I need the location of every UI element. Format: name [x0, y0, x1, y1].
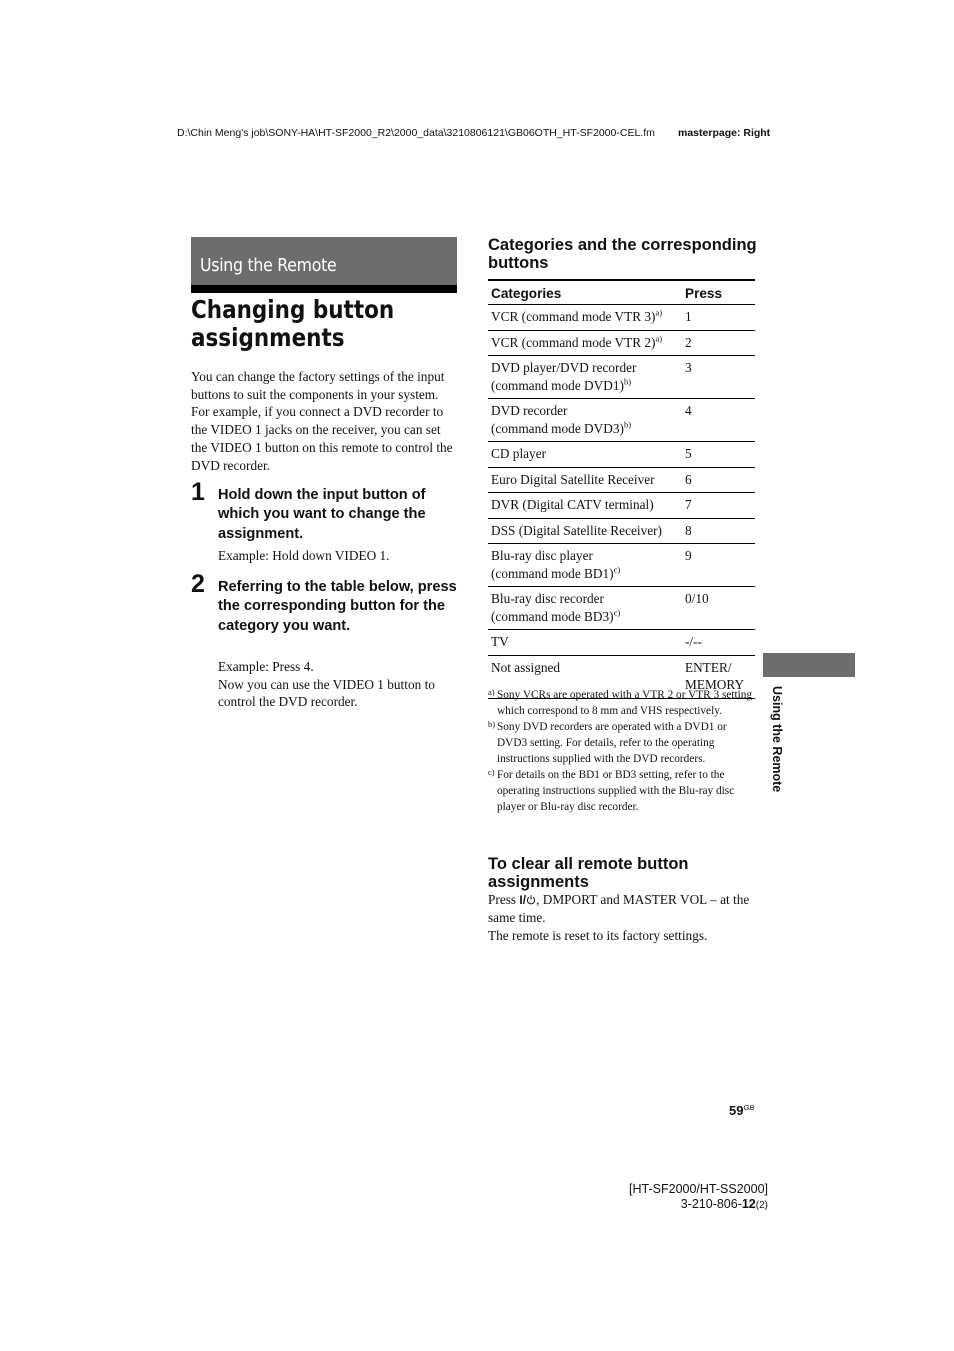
- step-2-example: Example: Press 4.: [218, 659, 314, 674]
- clear-result: The remote is reset to its factory settings.: [488, 928, 708, 943]
- press-cell: [682, 630, 755, 656]
- category-line: VCR (command mode VTR 3)$^{a)}$: [491, 307, 663, 324]
- category-line: Blu-ray disc recorder: [491, 591, 604, 606]
- press-line: 0/10: [685, 591, 709, 606]
- press-cell: [682, 356, 755, 399]
- table-row: [488, 399, 755, 442]
- category-cell: [488, 442, 682, 468]
- table-row: [488, 544, 755, 587]
- page-title: Changing button assignments: [191, 295, 395, 352]
- category-cell: [488, 356, 682, 399]
- press-line: -/--: [685, 634, 702, 649]
- footnote-ref: b): [623, 419, 632, 430]
- press-cell: [682, 587, 755, 630]
- step-2-body: [218, 658, 458, 711]
- step-1-number: 1: [191, 478, 205, 506]
- press-line: MEMORY: [685, 677, 745, 692]
- press-line: 4: [685, 403, 692, 418]
- file-path-header: D:\Chin Meng's job\SONY-HA\HT-SF2000_R2\2000_data\3210806121\GB06OTH_HT-SF2000-CEL.fm: [177, 127, 655, 139]
- press-cell: [682, 493, 755, 519]
- clear-press-line: Press I/ , DMPORT and MASTER VOL – at the same time.: [488, 892, 750, 925]
- clear-heading: To clear all remote button assignments: [488, 855, 689, 891]
- category-cell: [488, 467, 682, 493]
- page-number: $59^{GB}$: [729, 1103, 755, 1118]
- footnote: [488, 719, 756, 767]
- press-cell: [682, 399, 755, 442]
- press-line: 3: [685, 360, 692, 375]
- press-cell: [682, 518, 755, 544]
- table-row: [488, 305, 755, 331]
- footnote-mark: c): [488, 767, 495, 777]
- press-cell: [682, 442, 755, 468]
- press-cell: [682, 467, 755, 493]
- step-1-heading: Hold down the input button of which you want to change the assignment.: [218, 487, 426, 542]
- category-cell: [488, 493, 682, 519]
- press-cell: [682, 544, 755, 587]
- footnote-ref: c): [613, 607, 621, 618]
- table-row: [488, 587, 755, 630]
- press-line: 8: [685, 522, 692, 538]
- side-thumb-tab: [763, 653, 855, 677]
- power-button-label: I/: [519, 893, 527, 907]
- intro-paragraph: You can change the factory settings of the input buttons to suit the components in your system. For example, if you connect a DVD recorder to the VIDEO 1 jacks on the receiver, you can set the VIDEO 1 button on this remote to control the DVD recorder.: [191, 369, 453, 473]
- press-line: 1: [685, 309, 692, 324]
- table-row: [488, 518, 755, 544]
- table-row: [488, 330, 755, 356]
- footnote-text: Sony VCRs are operated with a VTR 2 or VTR 3 setting which correspond to 8 mm and VHS respectively.: [497, 689, 753, 717]
- press-line: 7: [685, 497, 692, 512]
- footnote-ref: a): [655, 307, 663, 318]
- table-row: [488, 493, 755, 519]
- footnote-ref: c): [613, 564, 621, 575]
- category-cell: [488, 518, 682, 544]
- table-header-row: [488, 280, 755, 305]
- press-line: 9: [685, 548, 692, 563]
- category-cell: [488, 305, 682, 331]
- step-2-heading: Referring to the table below, press the corresponding button for the category you want.: [218, 579, 457, 634]
- table-footnotes: [488, 687, 756, 815]
- category-cell: [488, 587, 682, 630]
- footer-model-info: [600, 1182, 768, 1213]
- step-1-body: [218, 547, 458, 565]
- footer-code: 3-210-806-12(2): [680, 1197, 768, 1211]
- column-header-categories: Categories: [488, 280, 682, 305]
- section-rule: [191, 285, 457, 293]
- category-line: (command mode DVD1)$^{b)}$: [491, 376, 632, 393]
- category-cell: [488, 330, 682, 356]
- category-line: DVD player/DVD recorder: [491, 360, 637, 375]
- press-cell: [682, 305, 755, 331]
- step-2-result: Now you can use the VIDEO 1 button to control the DVD recorder.: [218, 676, 435, 710]
- categories-table-body: [488, 305, 755, 699]
- footnote-mark: a): [488, 687, 495, 697]
- power-standby-icon: [526, 895, 536, 905]
- category-line: Euro Digital Satellite Receiver: [491, 471, 655, 487]
- footnote-mark: b): [488, 719, 496, 729]
- table-row: [488, 442, 755, 468]
- footnote-ref: b): [623, 376, 632, 387]
- category-line: DVR (Digital CATV terminal): [491, 497, 654, 512]
- category-line: (command mode BD3)$^{c)}$: [491, 607, 621, 624]
- step-2-number: 2: [191, 570, 205, 598]
- category-line: CD player: [491, 446, 547, 461]
- category-line: Not assigned: [491, 659, 561, 675]
- clear-instructions: [488, 891, 758, 945]
- footnote-text: For details on the BD1 or BD3 setting, refer to the operating instructions supplied with the Blu-ray disc player or Blu-ray disc recorder.: [497, 769, 735, 813]
- category-line: (command mode DVD3)$^{b)}$: [491, 419, 632, 436]
- category-line: DSS (Digital Satellite Receiver): [491, 522, 662, 538]
- footnote-ref: a): [655, 333, 663, 344]
- category-line: VCR (command mode VTR 2)$^{a)}$: [491, 333, 663, 350]
- category-line: Blu-ray disc player: [491, 548, 593, 563]
- category-cell: [488, 399, 682, 442]
- step-1-example: Example: Hold down VIDEO 1.: [218, 548, 390, 563]
- table-row: [488, 467, 755, 493]
- press-line: 5: [685, 446, 692, 461]
- masterpage-label: masterpage: Right: [678, 127, 771, 139]
- column-header-press: Press: [682, 280, 755, 305]
- categories-table: [488, 279, 755, 699]
- category-line: TV: [491, 634, 509, 649]
- category-cell: [488, 630, 682, 656]
- categories-heading: Categories and the corresponding buttons: [488, 236, 757, 272]
- category-line: DVD recorder: [491, 403, 568, 418]
- press-line: ENTER/: [685, 659, 732, 675]
- section-banner: [191, 237, 457, 285]
- footnote: [488, 687, 756, 719]
- table-row: [488, 630, 755, 656]
- category-line: (command mode BD1)$^{c)}$: [491, 564, 621, 581]
- press-cell: [682, 330, 755, 356]
- side-section-label: Using the Remote: [770, 686, 784, 793]
- press-line: 2: [685, 334, 692, 350]
- footer-model: [HT-SF2000/HT-SS2000]: [629, 1182, 768, 1196]
- footnote: [488, 767, 756, 815]
- table-row: [488, 356, 755, 399]
- section-label: Using the Remote: [200, 256, 337, 276]
- footnote-text: Sony DVD recorders are operated with a DVD1 or DVD3 setting. For details, refer to the operating instructions supplied with the DVD recorders.: [497, 721, 727, 765]
- category-cell: [488, 544, 682, 587]
- press-line: 6: [685, 471, 692, 487]
